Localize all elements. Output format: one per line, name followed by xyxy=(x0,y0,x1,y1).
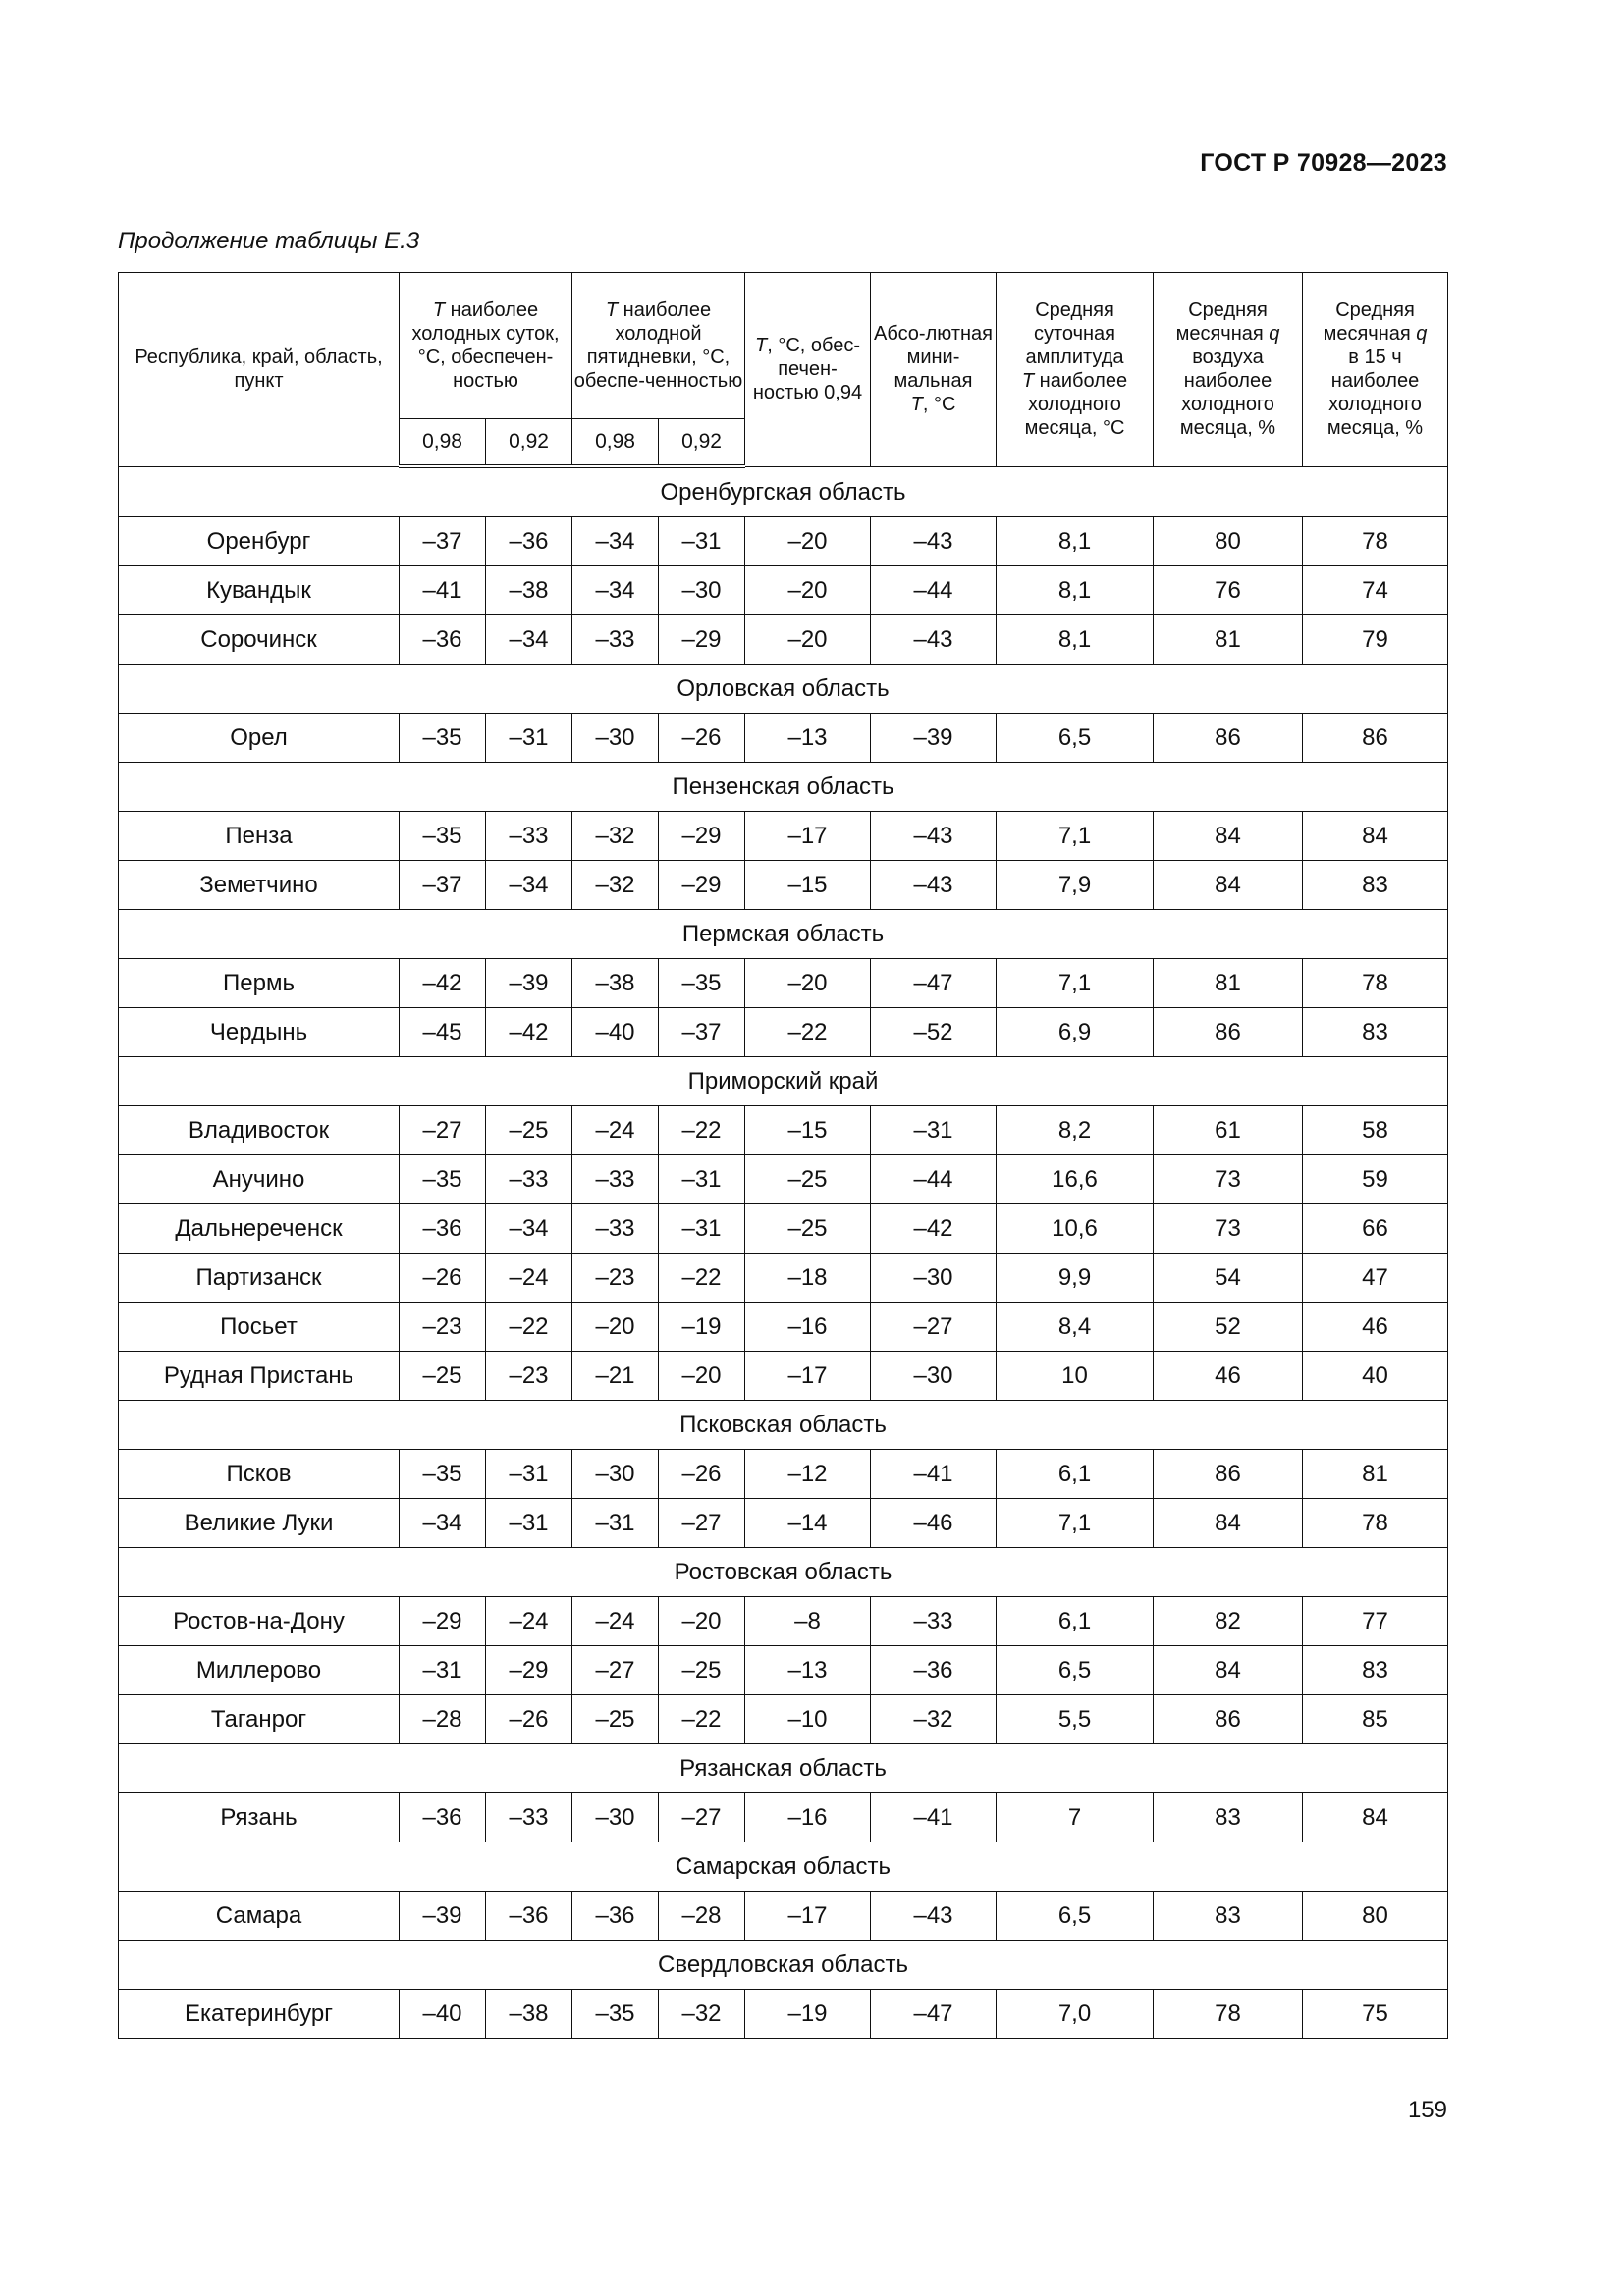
region-name: Пензенская область xyxy=(119,763,1448,812)
table-cell: 74 xyxy=(1303,566,1448,615)
col-header-place-text: Республика, край, область, пункт xyxy=(135,347,383,393)
place-name: Дальнереченск xyxy=(119,1204,400,1254)
table-cell: –29 xyxy=(659,615,745,665)
table-cell: 52 xyxy=(1154,1303,1303,1352)
table-cell: –40 xyxy=(400,1990,486,2039)
unit-label: , °С xyxy=(922,394,956,416)
table-row xyxy=(119,1303,1448,1352)
col-header-t094-text: , °С, обес-печен-ностью 0,94 xyxy=(752,335,863,404)
table-cell: –32 xyxy=(871,1695,997,1744)
table-cell: –26 xyxy=(659,714,745,763)
col-header-amp-post: наиболее холодного месяца, °С xyxy=(1024,370,1128,440)
table-cell: –22 xyxy=(659,1695,745,1744)
table-cell: –34 xyxy=(572,566,659,615)
table-row xyxy=(119,1106,1448,1155)
table-cell: –42 xyxy=(400,959,486,1008)
table-cell: –31 xyxy=(659,517,745,566)
table-cell: 83 xyxy=(1154,1892,1303,1941)
table-cell: –35 xyxy=(659,959,745,1008)
table-cell: –42 xyxy=(871,1204,997,1254)
table-cell: 80 xyxy=(1154,517,1303,566)
table-cell: –26 xyxy=(400,1254,486,1303)
table-cell: –29 xyxy=(486,1646,572,1695)
table-cell: –24 xyxy=(486,1597,572,1646)
sub-header-092: 0,92 xyxy=(486,419,572,467)
table-cell: –20 xyxy=(745,566,871,615)
table-row xyxy=(119,1793,1448,1842)
table-cell: 85 xyxy=(1303,1695,1448,1744)
table-cell: 6,9 xyxy=(997,1008,1154,1057)
table-cell: –28 xyxy=(659,1892,745,1941)
table-cell: –30 xyxy=(572,1793,659,1842)
table-cell: 46 xyxy=(1154,1352,1303,1401)
region-row xyxy=(119,1941,1448,1990)
table-cell: 81 xyxy=(1303,1450,1448,1499)
table-cell: 8,4 xyxy=(997,1303,1154,1352)
table-cell: –42 xyxy=(486,1008,572,1057)
humidity-symbol: q xyxy=(1416,323,1428,346)
table-cell: –41 xyxy=(871,1793,997,1842)
table-cell: –22 xyxy=(486,1303,572,1352)
table-head xyxy=(119,273,1448,467)
region-row xyxy=(119,1401,1448,1450)
table-cell: 84 xyxy=(1154,1499,1303,1548)
table-cell: 46 xyxy=(1303,1303,1448,1352)
table-cell: –27 xyxy=(400,1106,486,1155)
table-cell: –18 xyxy=(745,1254,871,1303)
table-cell: 83 xyxy=(1303,1008,1448,1057)
table-cell: –27 xyxy=(871,1303,997,1352)
table-cell: 47 xyxy=(1303,1254,1448,1303)
table-cell: –41 xyxy=(871,1450,997,1499)
table-row xyxy=(119,1008,1448,1057)
table-cell: –33 xyxy=(486,1793,572,1842)
table-cell: 82 xyxy=(1154,1597,1303,1646)
table-cell: 83 xyxy=(1303,861,1448,910)
col-header-coldest-day-text: наиболее холодных суток, °С, обеспечен-ностью xyxy=(411,299,560,392)
table-cell: –43 xyxy=(871,812,997,861)
table-cell: –14 xyxy=(745,1499,871,1548)
table-cell: 7,0 xyxy=(997,1990,1154,2039)
region-row xyxy=(119,1057,1448,1106)
table-cell: 10 xyxy=(997,1352,1154,1401)
table-cell: –34 xyxy=(486,1204,572,1254)
table-cell: –24 xyxy=(572,1106,659,1155)
page-number: 159 xyxy=(1407,2097,1447,2123)
place-name: Партизанск xyxy=(119,1254,400,1303)
table-cell: –20 xyxy=(745,959,871,1008)
table-cell: –17 xyxy=(745,1352,871,1401)
table-cell: –25 xyxy=(745,1155,871,1204)
table-row xyxy=(119,1499,1448,1548)
table-cell: –45 xyxy=(400,1008,486,1057)
climate-table xyxy=(118,272,1448,2039)
table-row xyxy=(119,812,1448,861)
table-cell: –31 xyxy=(659,1155,745,1204)
table-cell: 6,5 xyxy=(997,1892,1154,1941)
table-cell: 73 xyxy=(1154,1204,1303,1254)
table-cell: 86 xyxy=(1154,1008,1303,1057)
table-cell: –44 xyxy=(871,1155,997,1204)
table-row xyxy=(119,1352,1448,1401)
sub-header-098: 0,98 xyxy=(400,419,486,467)
table-cell: –40 xyxy=(572,1008,659,1057)
sub-header-092: 0,92 xyxy=(659,419,745,467)
col-header-q-pre: Средняя месячная xyxy=(1175,299,1268,346)
table-cell: –31 xyxy=(486,1499,572,1548)
table-row xyxy=(119,615,1448,665)
table-row xyxy=(119,1990,1448,2039)
table-cell: 86 xyxy=(1154,1695,1303,1744)
table-cell: –34 xyxy=(572,517,659,566)
table-cell: –25 xyxy=(659,1646,745,1695)
temp-symbol: T xyxy=(754,335,768,357)
col-header-absolute-min-text: Абсо-лютная мини-мальная xyxy=(874,323,993,393)
table-cell: –29 xyxy=(400,1597,486,1646)
table-cell: –35 xyxy=(400,1155,486,1204)
table-cell: –34 xyxy=(486,615,572,665)
table-cell: 66 xyxy=(1303,1204,1448,1254)
table-cell: 83 xyxy=(1303,1646,1448,1695)
place-name: Рудная Пристань xyxy=(119,1352,400,1401)
table-cell: –23 xyxy=(572,1254,659,1303)
table-cell: –32 xyxy=(572,812,659,861)
table-cell: –43 xyxy=(871,517,997,566)
table-cell: –20 xyxy=(745,615,871,665)
table-cell: 9,9 xyxy=(997,1254,1154,1303)
table-cell: 77 xyxy=(1303,1597,1448,1646)
table-cell: –20 xyxy=(659,1597,745,1646)
table-cell: –32 xyxy=(659,1990,745,2039)
table-cell: 84 xyxy=(1303,1793,1448,1842)
table-cell: –30 xyxy=(871,1254,997,1303)
table-cell: 78 xyxy=(1154,1990,1303,2039)
table-cell: 78 xyxy=(1303,959,1448,1008)
table-cell: 7,1 xyxy=(997,959,1154,1008)
table-cell: 76 xyxy=(1154,566,1303,615)
table-cell: –46 xyxy=(871,1499,997,1548)
table-cell: –16 xyxy=(745,1793,871,1842)
place-name: Ростов-на-Дону xyxy=(119,1597,400,1646)
table-cell: 8,1 xyxy=(997,566,1154,615)
temp-symbol: T xyxy=(910,394,923,416)
temp-symbol: T xyxy=(1021,370,1035,393)
table-cell: 54 xyxy=(1154,1254,1303,1303)
table-cell: 58 xyxy=(1303,1106,1448,1155)
table-cell: –33 xyxy=(572,1204,659,1254)
table-cell: –37 xyxy=(400,861,486,910)
table-cell: 8,1 xyxy=(997,615,1154,665)
table-row xyxy=(119,861,1448,910)
table-cell: –35 xyxy=(400,714,486,763)
table-cell: –35 xyxy=(400,1450,486,1499)
table-cell: –31 xyxy=(486,1450,572,1499)
table-cell: –20 xyxy=(572,1303,659,1352)
table-cell: –31 xyxy=(572,1499,659,1548)
table-cell: 79 xyxy=(1303,615,1448,665)
table-cell: –27 xyxy=(659,1499,745,1548)
region-name: Ростовская область xyxy=(119,1548,1448,1597)
table-cell: –13 xyxy=(745,1646,871,1695)
table-cell: –23 xyxy=(400,1303,486,1352)
table-cell: –47 xyxy=(871,959,997,1008)
table-cell: –43 xyxy=(871,615,997,665)
table-body xyxy=(119,466,1448,2039)
table-cell: –25 xyxy=(572,1695,659,1744)
region-name: Оренбургская область xyxy=(119,466,1448,517)
table-cell: 59 xyxy=(1303,1155,1448,1204)
table-cell: –29 xyxy=(659,861,745,910)
table-row xyxy=(119,1892,1448,1941)
table-cell: –10 xyxy=(745,1695,871,1744)
table-cell: –41 xyxy=(400,566,486,615)
sub-header-098: 0,98 xyxy=(572,419,659,467)
table-cell: –15 xyxy=(745,861,871,910)
table-row xyxy=(119,1204,1448,1254)
table-cell: 83 xyxy=(1154,1793,1303,1842)
place-name: Кувандык xyxy=(119,566,400,615)
place-name: Орел xyxy=(119,714,400,763)
table-cell: 8,1 xyxy=(997,517,1154,566)
region-name: Псковская область xyxy=(119,1401,1448,1450)
place-name: Владивосток xyxy=(119,1106,400,1155)
place-name: Великие Луки xyxy=(119,1499,400,1548)
region-row xyxy=(119,1548,1448,1597)
table-cell: 16,6 xyxy=(997,1155,1154,1204)
table-cell: –33 xyxy=(871,1597,997,1646)
region-name: Самарская область xyxy=(119,1842,1448,1892)
table-cell: 78 xyxy=(1303,517,1448,566)
table-cell: –36 xyxy=(572,1892,659,1941)
table-cell: –47 xyxy=(871,1990,997,2039)
table-cell: –38 xyxy=(572,959,659,1008)
place-name: Пермь xyxy=(119,959,400,1008)
col-header-place xyxy=(119,273,400,467)
table-cell: 86 xyxy=(1303,714,1448,763)
table-cell: –52 xyxy=(871,1008,997,1057)
region-row xyxy=(119,763,1448,812)
table-cell: –30 xyxy=(572,714,659,763)
table-cell: –33 xyxy=(572,615,659,665)
table-cell: –17 xyxy=(745,1892,871,1941)
place-name: Самара xyxy=(119,1892,400,1941)
place-name: Земетчино xyxy=(119,861,400,910)
col-header-coldest-day xyxy=(400,273,572,419)
table-cell: –20 xyxy=(745,517,871,566)
table-cell: –27 xyxy=(659,1793,745,1842)
table-cell: –13 xyxy=(745,714,871,763)
table-cell: 84 xyxy=(1154,1646,1303,1695)
table-cell: –36 xyxy=(400,615,486,665)
table-cell: –33 xyxy=(572,1155,659,1204)
table-row xyxy=(119,1155,1448,1204)
table-cell: –12 xyxy=(745,1450,871,1499)
table-cell: –37 xyxy=(659,1008,745,1057)
table-cell: –32 xyxy=(572,861,659,910)
table-cell: –39 xyxy=(871,714,997,763)
table-row xyxy=(119,1597,1448,1646)
table-cell: –34 xyxy=(400,1499,486,1548)
table-row xyxy=(119,1254,1448,1303)
table-cell: 86 xyxy=(1154,714,1303,763)
table-cell: –30 xyxy=(871,1352,997,1401)
table-cell: –20 xyxy=(659,1352,745,1401)
table-cell: 61 xyxy=(1154,1106,1303,1155)
table-cell: 6,1 xyxy=(997,1450,1154,1499)
table-cell: 40 xyxy=(1303,1352,1448,1401)
table-cell: –24 xyxy=(572,1597,659,1646)
table-cell: –28 xyxy=(400,1695,486,1744)
table-cell: 73 xyxy=(1154,1155,1303,1204)
col-header-absolute-min xyxy=(871,273,997,467)
table-cell: –36 xyxy=(400,1793,486,1842)
table-cell: –23 xyxy=(486,1352,572,1401)
place-name: Оренбург xyxy=(119,517,400,566)
table-row xyxy=(119,1695,1448,1744)
table-cell: 6,1 xyxy=(997,1597,1154,1646)
table-cell: –36 xyxy=(486,517,572,566)
table-cell: 81 xyxy=(1154,615,1303,665)
table-cell: 78 xyxy=(1303,1499,1448,1548)
place-name: Анучино xyxy=(119,1155,400,1204)
region-row xyxy=(119,1842,1448,1892)
table-cell: –36 xyxy=(400,1204,486,1254)
region-name: Рязанская область xyxy=(119,1744,1448,1793)
place-name: Чердынь xyxy=(119,1008,400,1057)
place-name: Таганрог xyxy=(119,1695,400,1744)
table-cell: –34 xyxy=(486,861,572,910)
col-header-q15-pre: Средняя месячная xyxy=(1323,299,1415,346)
col-header-q-post: воздуха наиболее холодного месяца, % xyxy=(1179,347,1276,440)
place-name: Псков xyxy=(119,1450,400,1499)
table-cell: –8 xyxy=(745,1597,871,1646)
col-header-t094 xyxy=(745,273,871,467)
region-name: Свердловская область xyxy=(119,1941,1448,1990)
table-cell: –30 xyxy=(572,1450,659,1499)
place-name: Екатеринбург xyxy=(119,1990,400,2039)
table-cell: –22 xyxy=(659,1106,745,1155)
table-cell: 7,1 xyxy=(997,812,1154,861)
table-cell: –16 xyxy=(745,1303,871,1352)
table-cell: –15 xyxy=(745,1106,871,1155)
table-cell: 7 xyxy=(997,1793,1154,1842)
region-name: Приморский край xyxy=(119,1057,1448,1106)
table-cell: 80 xyxy=(1303,1892,1448,1941)
table-cell: 8,2 xyxy=(997,1106,1154,1155)
table-cell: –31 xyxy=(400,1646,486,1695)
place-name: Рязань xyxy=(119,1793,400,1842)
table-cell: –39 xyxy=(400,1892,486,1941)
temp-symbol: T xyxy=(432,299,446,321)
table-cell: –22 xyxy=(745,1008,871,1057)
table-row xyxy=(119,517,1448,566)
table-cell: –22 xyxy=(659,1254,745,1303)
table-cell: 5,5 xyxy=(997,1695,1154,1744)
table-cell: 7,9 xyxy=(997,861,1154,910)
table-cell: –31 xyxy=(659,1204,745,1254)
col-header-q15-post: в 15 ч наиболее холодного месяца, % xyxy=(1326,347,1424,440)
table-cell: 6,5 xyxy=(997,1646,1154,1695)
table-cell: –33 xyxy=(486,812,572,861)
table-row xyxy=(119,959,1448,1008)
table-cell: –39 xyxy=(486,959,572,1008)
table-cell: –26 xyxy=(659,1450,745,1499)
temp-symbol: T xyxy=(605,299,619,321)
table-row xyxy=(119,1450,1448,1499)
table-cell: –36 xyxy=(486,1892,572,1941)
table-cell: –19 xyxy=(659,1303,745,1352)
table-cell: –25 xyxy=(400,1352,486,1401)
table-cell: –25 xyxy=(745,1204,871,1254)
table-cell: –35 xyxy=(400,812,486,861)
place-name: Миллерово xyxy=(119,1646,400,1695)
document-code: ГОСТ Р 70928—2023 xyxy=(1200,149,1447,177)
table-cell: –24 xyxy=(486,1254,572,1303)
place-name: Посьет xyxy=(119,1303,400,1352)
region-name: Орловская область xyxy=(119,665,1448,714)
table-cell: –37 xyxy=(400,517,486,566)
table-cell: 84 xyxy=(1154,812,1303,861)
table-cell: –19 xyxy=(745,1990,871,2039)
table-cell: 86 xyxy=(1154,1450,1303,1499)
table-cell: –25 xyxy=(486,1106,572,1155)
place-name: Сорочинск xyxy=(119,615,400,665)
table-row xyxy=(119,1646,1448,1695)
region-row xyxy=(119,466,1448,517)
col-header-humidity-15h xyxy=(1303,273,1448,467)
table-cell: –33 xyxy=(486,1155,572,1204)
table-cell: –43 xyxy=(871,1892,997,1941)
col-header-coldest-five-day xyxy=(572,273,745,419)
col-header-daily-amplitude xyxy=(997,273,1154,467)
humidity-symbol: q xyxy=(1269,323,1280,346)
col-header-coldest-five-day-text: наиболее холодной пятидневки, °С, обеспе-ченностью xyxy=(573,299,743,392)
table-row xyxy=(119,566,1448,615)
table-cell: 81 xyxy=(1154,959,1303,1008)
table-cell: 84 xyxy=(1154,861,1303,910)
table-row xyxy=(119,714,1448,763)
table-cell: –26 xyxy=(486,1695,572,1744)
region-row xyxy=(119,1744,1448,1793)
table-cell: 6,5 xyxy=(997,714,1154,763)
region-row xyxy=(119,665,1448,714)
table-cell: –21 xyxy=(572,1352,659,1401)
place-name: Пенза xyxy=(119,812,400,861)
table-cell: 75 xyxy=(1303,1990,1448,2039)
table-cell: 10,6 xyxy=(997,1204,1154,1254)
table-cell: –17 xyxy=(745,812,871,861)
table-cell: –30 xyxy=(659,566,745,615)
region-name: Пермская область xyxy=(119,910,1448,959)
table-cell: –31 xyxy=(486,714,572,763)
col-header-amp-pre: Средняя суточная амплитуда xyxy=(1025,299,1124,369)
table-cell: 84 xyxy=(1303,812,1448,861)
table-cell: –27 xyxy=(572,1646,659,1695)
table-cell: –38 xyxy=(486,566,572,615)
table-cell: –43 xyxy=(871,861,997,910)
region-row xyxy=(119,910,1448,959)
table-cell: –29 xyxy=(659,812,745,861)
table-cell: –36 xyxy=(871,1646,997,1695)
table-cell: –38 xyxy=(486,1990,572,2039)
table-cell: 7,1 xyxy=(997,1499,1154,1548)
table-cell: –44 xyxy=(871,566,997,615)
table-cell: –31 xyxy=(871,1106,997,1155)
table-caption: Продолжение таблицы Е.3 xyxy=(118,228,420,254)
table-cell: –35 xyxy=(572,1990,659,2039)
col-header-monthly-humidity xyxy=(1154,273,1303,467)
